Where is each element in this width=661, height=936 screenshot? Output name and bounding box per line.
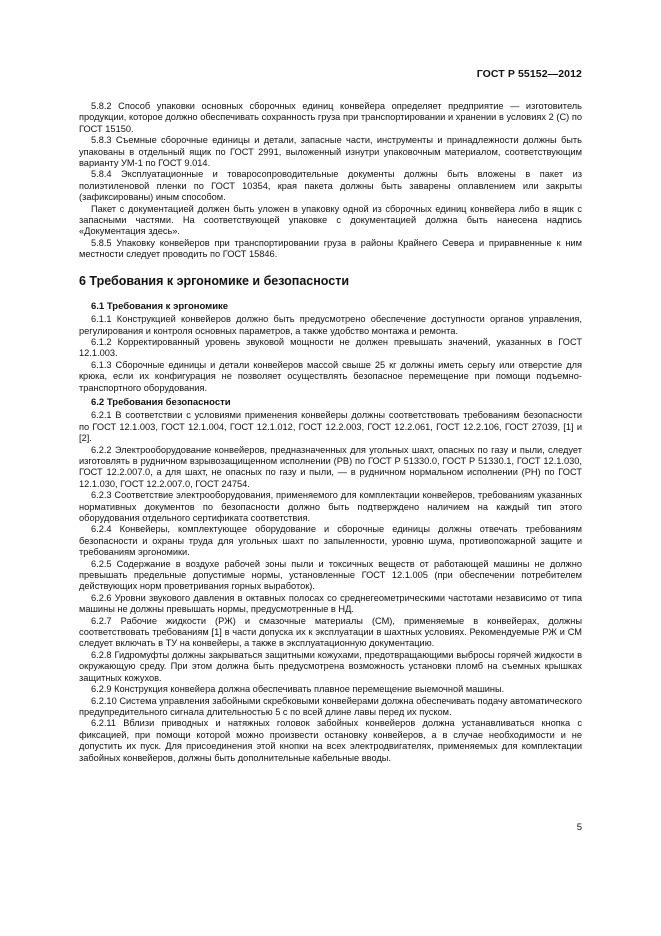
paragraph: 6.2.8 Гидромуфты должны закрываться защитными кожухами, предотвращающими выбросы горячей жидкости в окружающую среду. При этом должна быть предусмотрена возможность установки пломб на съемных крышках защитных кожухов. (79, 649, 582, 683)
paragraph: 6.2.11 Вблизи приводных и натяжных головок забойных конвейеров должна устанавливаться кнопка с фиксацией, при помощи которой можно произвести остановку конвейеров, а в случае необходимости и не допустить их пуск. Для присоединения этой кнопки на всех электродвигателях, применяемых для комплектации забойных конвейеров, должны быть дополнительные кабельные вводы. (79, 718, 582, 763)
paragraph: 5.8.3 Съемные сборочные единицы и детали, запасные части, инструменты и принадлежности должны быть упакованы в отдельный ящик по ГОСТ 2991, выложенный изнутри упаковочным материалом, соответствующим варианту УМ-1 по ГОСТ 9.014. (79, 135, 582, 169)
paragraph: 6.2.3 Соответствие электрооборудования, применяемого для комплектации конвейеров, требованиям указанных нормативных документов по безопасности должно быть подтверждено наличием на каждый тип этого оборудования отдельного сертификата соответствия. (79, 490, 582, 523)
paragraph: Пакет с документацией должен быть уложен в упаковку одной из сборочных единиц конвейера либо в ящик с запасными частями. На соответствующей упаковке с документацией должна быть нанесена надпись «Документация здесь». (79, 203, 582, 237)
document-body (79, 101, 582, 764)
paragraph: 6.2.2 Электрооборудование конвейеров, предназначенных для угольных шахт, опасных по газу и пыли, следует изготовлять в рудничном взрывозащищенном исполнении (РВ) по ГОСТ Р 51330.0, ГОСТ Р 51330.1, ГОСТ 12.1.030, ГОСТ 12.2.007.0, а для шахт, не опасных по газу и пыли, — в рудничном нормальном исполнении (РН) по ГОСТ 12.1.030, ГОСТ 12.2.007.0, ГОСТ 24754. (79, 444, 582, 489)
paragraph: 5.8.2 Способ упаковки основных сборочных единиц конвейера определяет предприятие — изготовитель продукции, которое должно обеспечивать сохранность груза при транспортировании и хранении в условиях 2 (С) по ГОСТ 15150. (79, 101, 582, 134)
subsection-title-safety: 6.2 Требования безопасности (91, 396, 231, 408)
standard-code-header: ГОСТ Р 55152—2012 (476, 68, 582, 80)
ergonomics-paragraphs (79, 314, 582, 394)
paragraph: 6.1.1 Конструкцией конвейеров должно быть предусмотрено обеспечение доступности органов управления, регулирования и контроля основных параметров, а также удобство монтажа и ремонта. (79, 314, 582, 336)
subsection-title-ergonomics: 6.1 Требования к эргономике (91, 300, 229, 312)
paragraph: 5.8.4 Эксплуатационные и товаросопроводительные документы должны быть вложены в пакет из полиэтиленовой пленки по ГОСТ 10354, края пакета должны быть заварены оплавлением или закрыты (зафиксированы) иным способом. (79, 169, 582, 203)
paragraph: 6.1.3 Сборочные единицы и детали конвейеров массой свыше 25 кг должны иметь серьгу или отверстие для крюка, если их конфигурация не позволяет осуществлять безопасное перемещение при помощи подъемно-транспортного оборудования. (79, 359, 582, 393)
paragraph: 5.8.5 Упаковку конвейеров при транспортировании груза в районы Крайнего Севера и приравненные к ним местности следует проводить по ГОСТ 15846. (79, 237, 582, 260)
safety-paragraphs (79, 410, 582, 764)
paragraph: 6.2.9 Конструкция конвейера должна обеспечивать плавное перемещение выемочной машины. (91, 684, 505, 695)
paragraph: 6.2.7 Рабочие жидкости (РЖ) и смазочные материалы (СМ), применяемые в конвейерах, должны соответствовать требованиям [1] в части допуска их к эксплуатации в шахтных условиях. Рекомендуемые РЖ и СМ следует включать в ТУ на конвейеры, а также в эксплуатационную документацию. (79, 615, 582, 649)
paragraph: 6.2.6 Уровни звукового давления в октавных полосах со среднегеометрическими частотами независимо от типа машины не должны превышать нормы, предусмотренные в НД. (79, 592, 582, 615)
packaging-paragraphs (79, 101, 582, 261)
section-title: 6 Требования к эргономике и безопасности (79, 273, 350, 288)
paragraph: 6.2.5 Содержание в воздухе рабочей зоны пыли и токсичных веществ от работающей машины не должно превышать предельные допустимые нормы, установленные ГОСТ 12.1.005 (при обеспечении потребителем действующих норм проветривания горных выработок). (79, 558, 582, 592)
page-number: 5 (576, 822, 582, 833)
paragraph: 6.2.10 Система управления забойными скребковыми конвейерами должна обеспечивать подачу автоматического предупредительного сигнала длительностью 5 с по всей длине лавы перед их пуском. (79, 695, 582, 717)
paragraph: 6.2.1 В соответствии с условиями применения конвейеры должны соответствовать требованиям безопасности по ГОСТ 12.1.003, ГОСТ 12.1.004, ГОСТ 12.1.012, ГОСТ 12.2.003, ГОСТ 12.2.061, ГОСТ 12.2.106, ГОСТ 27039, [1] и [2]. (79, 410, 582, 444)
paragraph: 6.2.4 Конвейеры, комплектующее оборудование и сборочные единицы должны отвечать требованиям безопасности и охраны труда для угольных шахт по запыленности, уровню шума, противопожарной защите и требованиям эргономики. (79, 524, 582, 558)
paragraph: 6.1.2 Корректированный уровень звуковой мощности не должен превышать значений, указанных в ГОСТ 12.1.003. (79, 336, 582, 359)
